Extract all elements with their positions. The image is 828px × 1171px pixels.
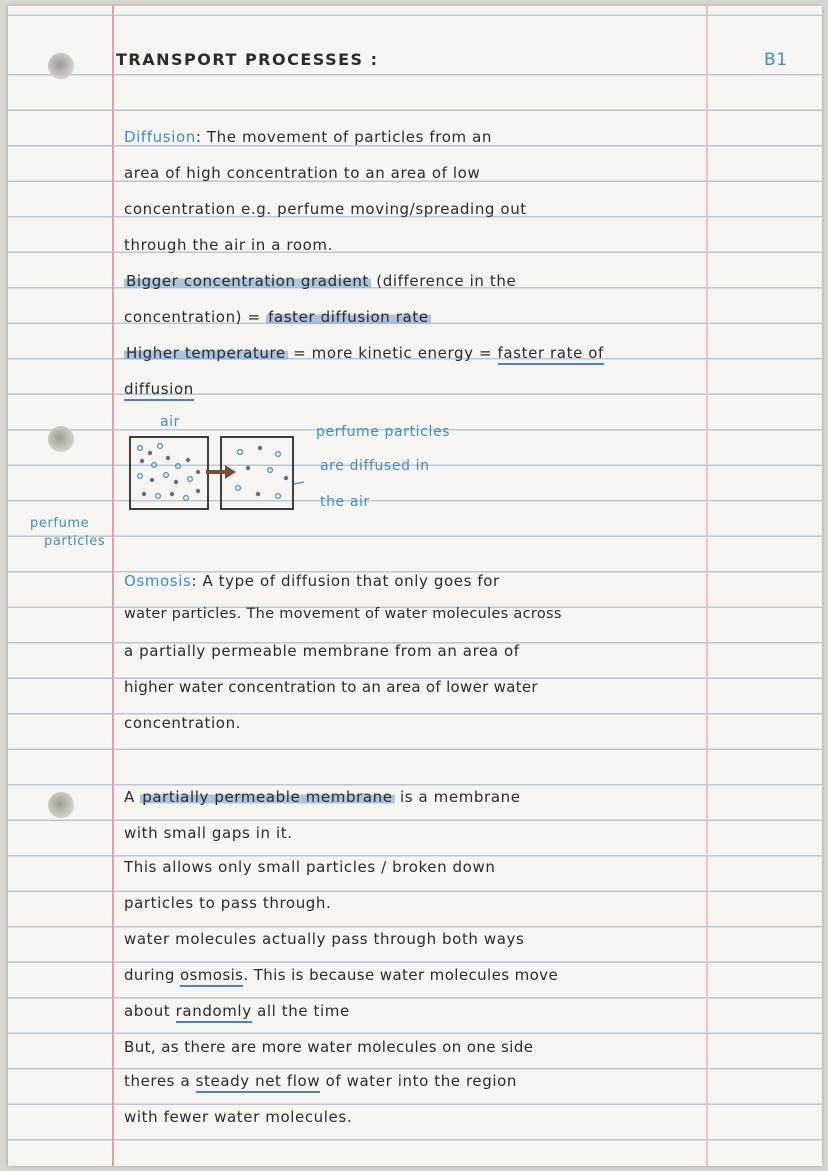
diffusion-diagram [128,434,308,520]
page-title: TRANSPORT PROCESSES : [116,50,379,69]
membrane-term: partially permeable membrane [142,788,393,806]
osmosis-line-3: a partially permeable membrane from an area of [124,642,520,660]
temperature-term: Higher temperature [126,344,286,362]
osmosis-line-4: higher water concentration to an area of lower water [124,678,538,696]
randomly-underlined: randomly [176,1002,252,1023]
membrane-line-2: with small gaps in it. [124,824,293,842]
diagram-caption-2: are diffused in [320,458,430,474]
gradient-result: faster diffusion rate [268,308,429,326]
osmosis-line-1: Osmosis: A type of diffusion that only goes for [124,572,500,590]
diffusion-line-1: Diffusion: The movement of particles from an [124,128,492,146]
label-pointer [294,482,304,484]
net-flow-underlined: steady net flow [196,1072,321,1093]
punch-hole-middle [48,426,74,452]
membrane-line-10: with fewer water molecules. [124,1108,353,1126]
punch-hole-lower [48,792,74,818]
membrane-line-6: during osmosis. This is because water molecules move [124,966,558,984]
side-label-2: particles [44,534,106,549]
side-label-1: perfume [30,516,90,531]
diffusion-line-3: concentration e.g. perfume moving/spreading out [124,200,527,218]
particles-after [236,446,289,499]
membrane-line-7: about randomly all the time [124,1002,350,1020]
membrane-line-5: water molecules actually pass through both ways [124,930,525,948]
temperature-line: Higher temperature = more kinetic energy = faster rate of [124,344,604,362]
right-margin-line [706,6,708,1166]
diffusion-line-2: area of high concentration to an area of low [124,164,481,182]
diagram-caption-3: the air [320,494,370,510]
particles-before [138,444,201,501]
temperature-result: faster rate of [498,344,604,365]
osmosis-term: Osmosis [124,572,192,590]
membrane-line-3: This allows only small particles / broken down [124,858,496,876]
temperature-line-end: diffusion [124,380,194,398]
notebook-page [8,6,822,1166]
membrane-line-8: But, as there are more water molecules on one side [124,1038,534,1056]
margin-line [112,6,114,1166]
gradient-term: Bigger concentration gradient [126,272,369,290]
membrane-line-4: particles to pass through. [124,894,332,912]
osmosis-line-2: water particles. The movement of water molecules across [124,606,562,622]
diffusion-term: Diffusion [124,128,196,146]
gradient-line-1: Bigger concentration gradient (difference in the [126,272,517,290]
diagram-air-label: air [160,414,181,430]
membrane-line-9: theres a steady net flow of water into the region [124,1072,517,1090]
punch-hole-top [48,53,74,79]
diagram-caption-1: perfume particles [316,424,451,440]
diffusion-line-4: through the air in a room. [124,236,333,254]
page-code: B1 [764,50,788,70]
membrane-line-1: A partially permeable membrane is a membrane [124,788,521,806]
osmosis-line-5: concentration. [124,714,242,732]
gradient-line-2: concentration) = faster diffusion rate [124,308,429,326]
osmosis-underlined: osmosis [180,966,243,987]
